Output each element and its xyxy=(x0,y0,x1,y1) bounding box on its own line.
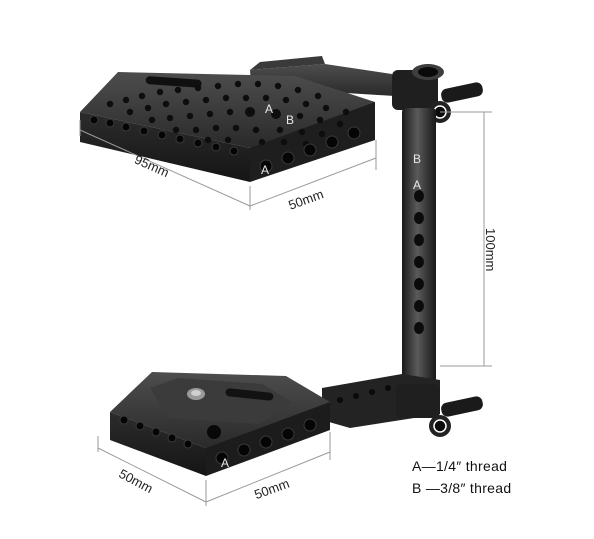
mark-top-a: A xyxy=(265,102,274,116)
mark-rod-a: A xyxy=(413,178,422,192)
mark-rod-b: B xyxy=(413,152,422,166)
mark-top-b: B xyxy=(286,113,295,127)
dim-label-bottom-right-50mm: 50mm xyxy=(252,475,292,503)
dim-label-95mm: 95mm xyxy=(132,151,172,181)
mark-bottom-a: A xyxy=(221,456,230,470)
legend-thread-b: B —3/8″ thread xyxy=(412,480,512,496)
legend-thread-a: A—1/4″ thread xyxy=(412,458,508,474)
dim-label-bottom-left-50mm: 50mm xyxy=(116,465,156,497)
mark-top-edge-a: A xyxy=(261,163,270,177)
dim-label-100mm: 100mm xyxy=(483,228,498,272)
dim-label-top-50mm: 50mm xyxy=(286,186,326,213)
vertical-rod xyxy=(402,108,436,384)
